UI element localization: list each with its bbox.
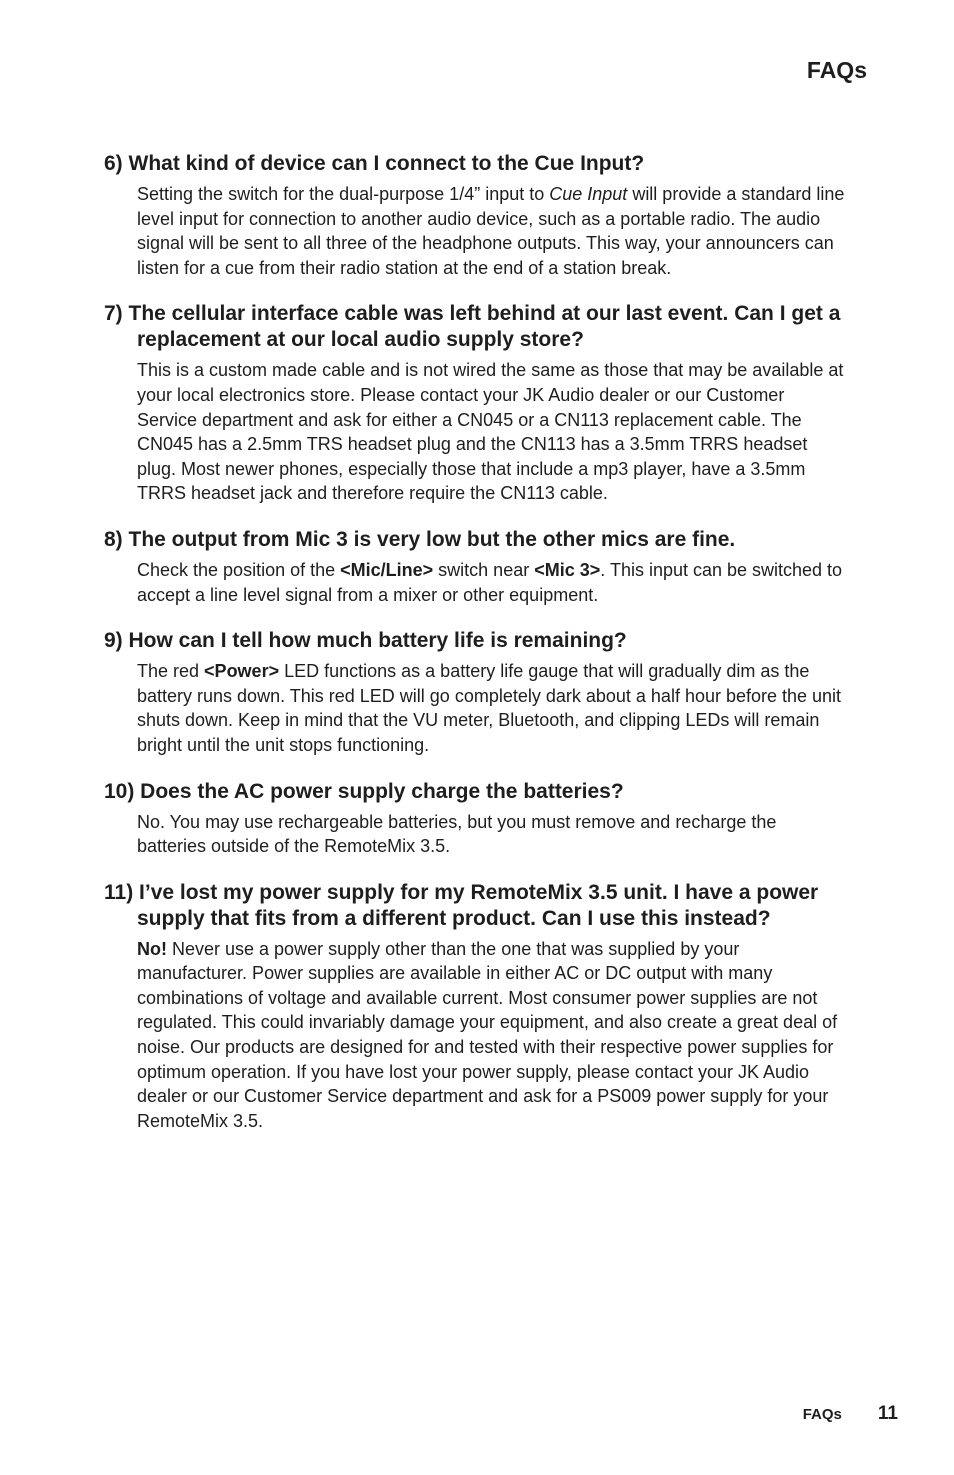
faq-item-6 [104, 151, 849, 280]
faq-question: 9) How can I tell how much battery life is remaining? [104, 629, 627, 653]
faq-item-9 [104, 628, 849, 757]
faq-answer [137, 659, 849, 757]
answer-text: LED functions as a battery life gauge that will gradually dim as the battery runs down. This red LED will go completely dark about a half hour before the unit shuts down. Keep in mind that the VU meter, Bluetooth, and clipping LEDs will remain bright until the unit stops functioning. [137, 661, 842, 755]
faq-answer [137, 182, 849, 280]
answer-control-name: <Power> [204, 661, 280, 682]
answer-warning: No! [137, 938, 167, 959]
answer-text: This is a custom made cable and is not wired the same as those that may be available at your local electronics store. Please contact your JK Audio dealer or our Customer Service department and ask for either a CN045 or a CN113 replacement cable. The CN045 has a 2.5mm TRS headset plug and the CN113 has a 3.5mm TRRS headset plug. Most newer phones, especially those that include a mp3 player, have a 3.5mm TRRS headset jack and therefore require the CN113 cable. [137, 360, 844, 504]
faq-question: 6) What kind of device can I connect to the Cue Input? [104, 152, 645, 175]
answer-text: Check the position of the [137, 559, 341, 580]
faq-answer [137, 358, 849, 506]
faq-question: 11) I’ve lost my power supply for my RemoteMix 3.5 unit. I have a power supply that fits from a different product. Can I use this instead? [104, 880, 819, 930]
faq-item-7 [104, 301, 849, 506]
faq-item-8 [104, 527, 849, 607]
answer-text: The red [137, 661, 205, 682]
faq-item-10 [104, 779, 849, 859]
answer-text: No. You may use rechargeable batteries, but you must remove and recharge the batteries outside of the RemoteMix 3.5. [137, 811, 777, 857]
answer-control-name: <Mic/Line> [340, 559, 434, 580]
faq-question: 7) The cellular interface cable was left behind at our last event. Can I get a replacement at our local audio supply store? [104, 302, 841, 352]
answer-text: switch near [433, 559, 535, 580]
answer-emphasis: Cue Input [549, 184, 628, 204]
footer-section-title: FAQs [802, 1406, 842, 1423]
faq-list [104, 151, 849, 1154]
page-number: 11 [877, 1403, 898, 1424]
answer-text: will provide a standard line level input for connection to another audio device, such as a portable radio. The audio signal will be sent to all three of the headphone outputs. This way, your announcers can listen for a cue from their radio station at the end of a station break. [137, 184, 845, 278]
faq-answer [137, 558, 849, 607]
faq-item-11 [104, 880, 849, 1134]
page-header-title: FAQs [806, 57, 867, 83]
faq-answer [137, 810, 849, 859]
page-footer [803, 1403, 898, 1425]
faq-answer [137, 937, 849, 1134]
faq-question: 10) Does the AC power supply charge the batteries? [104, 779, 624, 803]
answer-text: Never use a power supply other than the one that was supplied by your manufacturer. Power supplies are available in either AC or DC output with many combinations of voltage and available current. Most consumer power supplies are not regulated. This could invariably damage your equipment, and also create a great deal of noise. Our products are designed for and tested with their respective power supplies for optimum operation. If you have lost your power supply, please contact your JK Audio dealer or our Customer Service department and ask for a PS009 power supply for your RemoteMix 3.5. [137, 938, 838, 1131]
answer-control-name: <Mic 3> [534, 559, 601, 580]
answer-text: . This input can be switched to accept a line level signal from a mixer or other equipment. [137, 559, 843, 605]
answer-text: Setting the switch for the dual-purpose 1/4” input to [137, 184, 550, 204]
faq-question: 8) The output from Mic 3 is very low but the other mics are fine. [104, 527, 736, 551]
